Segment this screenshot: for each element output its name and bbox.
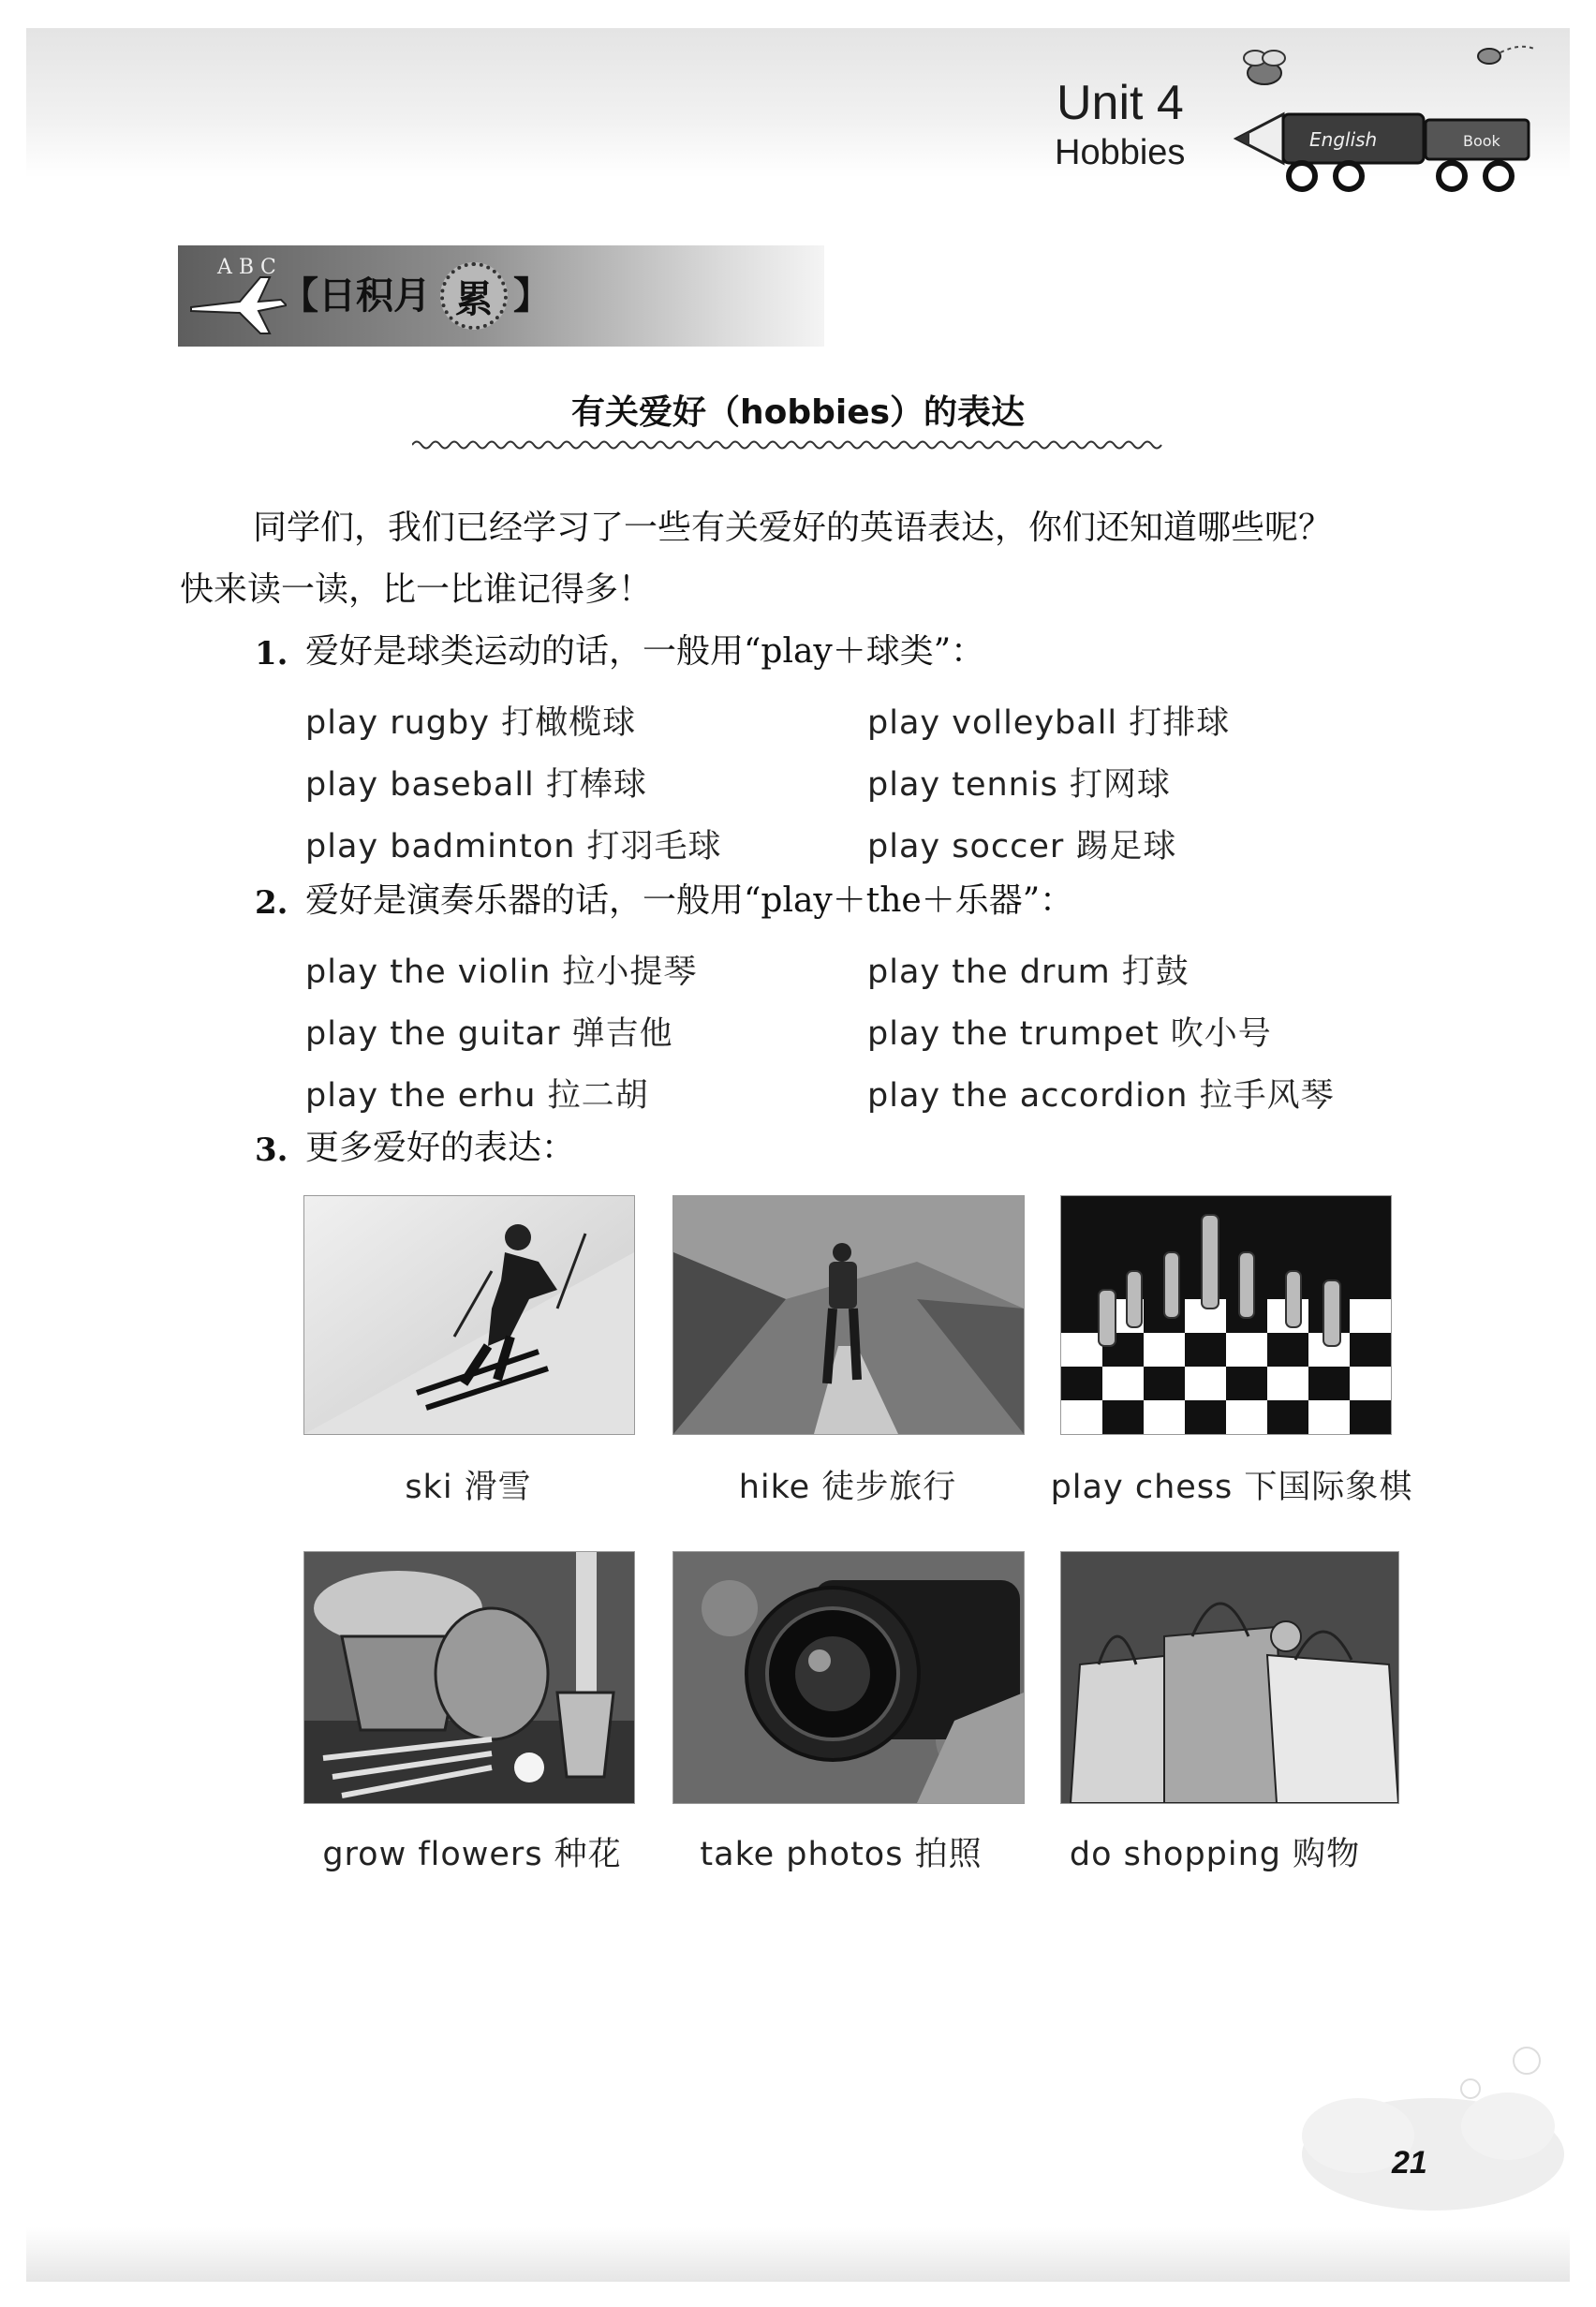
list-item: play baseball 打棒球 (305, 766, 647, 804)
banner-badge: 累 (440, 262, 508, 330)
photo-caption-photos: take photos 拍照 (700, 1836, 983, 1873)
pencil-car-illustration (1218, 28, 1536, 197)
hiker-photo (672, 1195, 1025, 1435)
svg-text:English: English (1309, 128, 1378, 151)
list-item: play volleyball 打排球 (867, 704, 1231, 742)
list-item: play soccer 踢足球 (867, 828, 1177, 865)
banner-label-right: 】 (513, 274, 551, 318)
list-item: play the accordion 拉手风琴 (867, 1077, 1335, 1115)
group-2-number: 2. (255, 884, 288, 922)
shopping-bags-photo (1060, 1551, 1399, 1804)
photo-caption-chess: play chess 下国际象棋 (1050, 1469, 1413, 1506)
photo-caption-hike: hike 徒步旅行 (738, 1469, 957, 1506)
list-item: play badminton 打羽毛球 (305, 828, 722, 865)
intro-line-2: 快来读一读，比一比谁记得多！ (180, 570, 653, 609)
list-item: play the violin 拉小提琴 (305, 954, 698, 991)
intro-line-1: 同学们，我们已经学习了一些有关爱好的英语表达，你们还知道哪些呢？ (253, 509, 1333, 547)
list-item: play rugby 打橄榄球 (305, 704, 637, 742)
flowerpot-photo (303, 1551, 635, 1804)
group-3-number: 3. (255, 1131, 288, 1169)
skier-photo (303, 1195, 635, 1435)
bee-icon (1244, 51, 1285, 84)
list-item: play the guitar 弹吉他 (305, 1015, 673, 1053)
group-1-heading: 爱好是球类运动的话，一般用“play＋球类”： (305, 632, 985, 671)
section-title: 有关爱好（hobbies）的表达 (570, 393, 1026, 432)
small-bee-icon (1478, 47, 1534, 64)
svg-text:Book: Book (1463, 132, 1500, 150)
page-number: 21 (1392, 2145, 1427, 2181)
airplane-icon (184, 249, 287, 343)
camera-photo (672, 1551, 1025, 1804)
unit-title: Unit 4 (1057, 76, 1184, 130)
footer-band (26, 2227, 1570, 2282)
group-3-heading: 更多爱好的表达： (305, 1129, 576, 1167)
group-1-number: 1. (255, 635, 288, 673)
photo-caption-ski: ski 滑雪 (405, 1469, 532, 1506)
list-item: play tennis 打网球 (867, 766, 1171, 804)
svg-text:A B C: A B C (217, 256, 276, 279)
list-item: play the erhu 拉二胡 (305, 1077, 649, 1115)
banner-label-left: 【日积月 (281, 274, 431, 318)
flower-cloud-decoration (1246, 2023, 1570, 2229)
chess-photo (1060, 1195, 1392, 1435)
photo-caption-shopping: do shopping 购物 (1069, 1836, 1361, 1873)
unit-topic: Hobbies (1055, 133, 1186, 172)
photo-caption-flowers: grow flowers 种花 (322, 1836, 622, 1873)
list-item: play the drum 打鼓 (867, 954, 1190, 991)
group-2-heading: 爱好是演奏乐器的话，一般用“play＋the＋乐器”： (305, 881, 1074, 920)
wavy-underline (412, 438, 1190, 451)
list-item: play the trumpet 吹小号 (867, 1015, 1272, 1053)
